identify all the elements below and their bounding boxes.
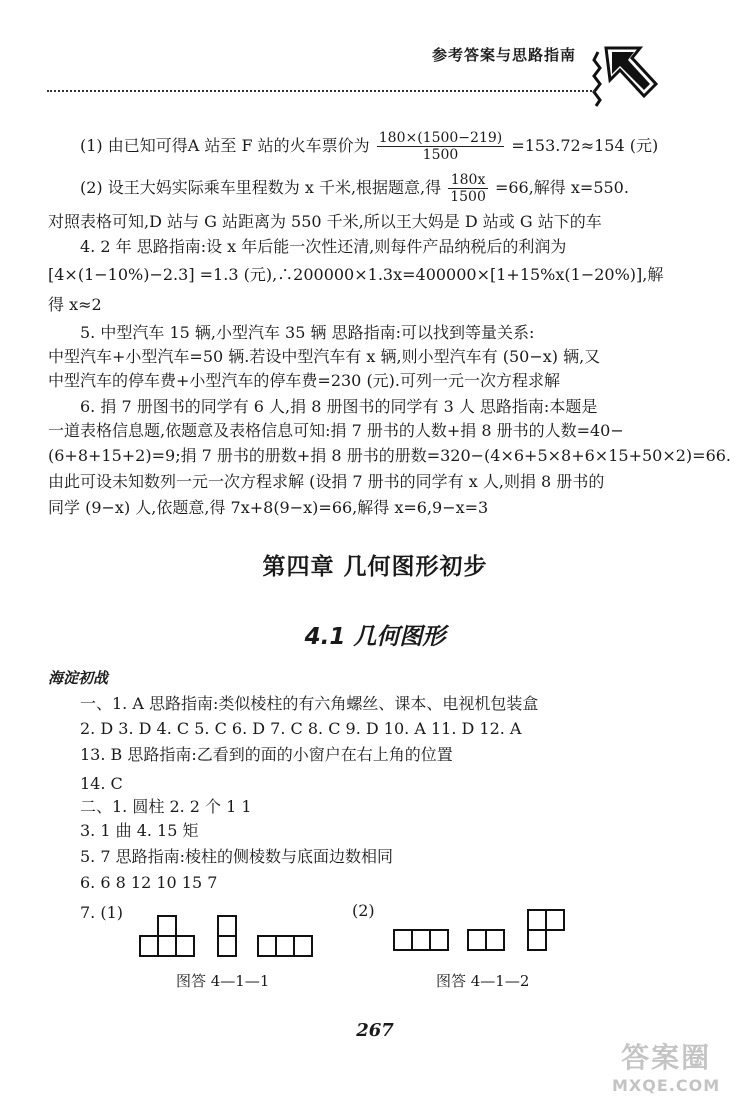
fig2-a-cell-1 xyxy=(394,930,412,950)
fig1-front-cell-3 xyxy=(176,936,194,956)
text-line-9: 中型汽车的停车费+小型汽车的停车费=230 (元).可列一元一次方程求解 xyxy=(48,371,561,390)
fraction-1-denominator: 1500 xyxy=(422,147,459,163)
fig1-top-cell-3 xyxy=(294,936,312,956)
line-2-suffix: =66,解得 x=550. xyxy=(494,178,629,197)
text-line-3: 对照表格可知,D 站与 G 站距离为 550 千米,所以王大妈是 D 站或 G 站下的车 xyxy=(48,212,602,231)
watermark-line-1: 答案圈 xyxy=(621,1041,712,1074)
text-line-2 xyxy=(80,172,629,205)
subsection-heading: 海淀初战 xyxy=(48,669,109,687)
header-divider xyxy=(47,90,595,92)
figure-4-1-1-caption: 图答 4—1—1 xyxy=(176,972,270,990)
text-line-6: 得 x≈2 xyxy=(48,295,102,314)
answer-line-4: 14. C xyxy=(80,774,123,793)
fraction-1-numerator: 180×(1500−219) xyxy=(378,130,503,146)
fig1-top-cell-1 xyxy=(258,936,276,956)
answer-line-5: 二、1. 圆柱 2. 2 个 1 1 xyxy=(80,797,252,816)
fig2-c-cell-2 xyxy=(546,910,564,930)
fig1-front-cell-2 xyxy=(158,936,176,956)
fraction-2-numerator: 180x xyxy=(448,172,488,189)
answer-line-9-part1: 7. (1) xyxy=(80,903,124,922)
answer-line-1: 一、1. A 思路指南:类似棱柱的有六角螺丝、课本、电视机包装盒 xyxy=(80,694,539,713)
text-line-7: 5. 中型汽车 15 辆,小型汽车 35 辆 思路指南:可以找到等量关系: xyxy=(80,323,535,342)
page-number: 267 xyxy=(356,1020,394,1041)
text-line-5: [4×(1−10%)−2.3] =1.3 (元),∴200000×1.3x=400000×[1+15%x(1−20%)],解 xyxy=(48,265,664,284)
figure-4-1-1 xyxy=(138,912,318,960)
fig2-b-cell-1 xyxy=(468,930,486,950)
text-line-13: 由此可设未知数列一元一次方程求解 (设捐 7 册书的同学有 x 人,则捐 8 册书的 xyxy=(48,472,605,491)
text-line-10: 6. 捐 7 册图书的同学有 6 人,捐 8 册图书的同学有 3 人 思路指南:本题是 xyxy=(80,397,598,416)
fig2-c-cell-1 xyxy=(528,910,546,930)
line-2-prefix: (2) 设王大妈实际乘车里程数为 x 千米,根据题意,得 xyxy=(80,178,442,197)
answer-line-8: 6. 6 8 12 10 15 7 xyxy=(80,873,218,892)
line-1-prefix: (1) 由已知可得A 站至 F 站的火车票价为 xyxy=(80,136,370,155)
fraction-2 xyxy=(448,172,488,205)
fig1-top-cell-2 xyxy=(276,936,294,956)
answer-line-2: 2. D 3. D 4. C 5. C 6. D 7. C 8. C 9. D 10. A 11. D 12. A xyxy=(80,719,522,738)
answer-line-7: 5. 7 思路指南:棱柱的侧棱数与底面边数相同 xyxy=(80,847,394,866)
arrow-icon xyxy=(590,40,660,110)
answer-line-9-part2: (2) xyxy=(352,901,375,920)
line-1-suffix: =153.72≈154 (元) xyxy=(511,136,659,155)
fig2-c-cell-3 xyxy=(528,930,546,950)
watermark-logo xyxy=(612,1036,720,1095)
figure-4-1-2-caption: 图答 4—1—2 xyxy=(436,972,530,990)
watermark-line-2: MXQE.COM xyxy=(612,1076,721,1095)
answer-line-3: 13. B 思路指南:乙看到的面的小窗户在右上角的位置 xyxy=(80,745,453,764)
text-line-11: 一道表格信息题,依题意及表格信息可知:捐 7 册书的人数+捐 8 册书的人数=40− xyxy=(48,421,624,440)
text-line-12: (6+8+15+2)=9;捐 7 册书的册数+捐 8 册书的册数=320−(4×6+5×8+6×15+50×2)=66. xyxy=(48,446,732,465)
fig2-a-cell-3 xyxy=(430,930,448,950)
text-line-8: 中型汽车+小型汽车=50 辆.若设中型汽车有 x 辆,则小型汽车有 (50−x) 辆,又 xyxy=(48,347,601,366)
fig1-front-cell-1 xyxy=(140,936,158,956)
fraction-1 xyxy=(377,130,504,163)
section-title: 4.1 几何图形 xyxy=(304,624,446,650)
text-line-4: 4. 2 年 思路指南:设 x 年后能一次性还清,则每件产品纳税后的利润为 xyxy=(80,237,567,256)
figure-4-1-2 xyxy=(392,908,592,952)
text-line-1 xyxy=(80,130,658,163)
fig1-side-cell-1 xyxy=(218,916,236,936)
fig1-front-cell-4 xyxy=(158,916,176,936)
fig1-side-cell-2 xyxy=(218,936,236,956)
fraction-2-denominator: 1500 xyxy=(450,189,486,205)
chapter-title: 第四章 几何图形初步 xyxy=(262,554,488,580)
header-title: 参考答案与思路指南 xyxy=(432,46,577,64)
answer-line-6: 3. 1 曲 4. 15 矩 xyxy=(80,821,199,840)
text-line-14: 同学 (9−x) 人,依题意,得 7x+8(9−x)=66,解得 x=6,9−x=3 xyxy=(48,498,489,517)
fig2-a-cell-2 xyxy=(412,930,430,950)
fig2-b-cell-2 xyxy=(486,930,504,950)
